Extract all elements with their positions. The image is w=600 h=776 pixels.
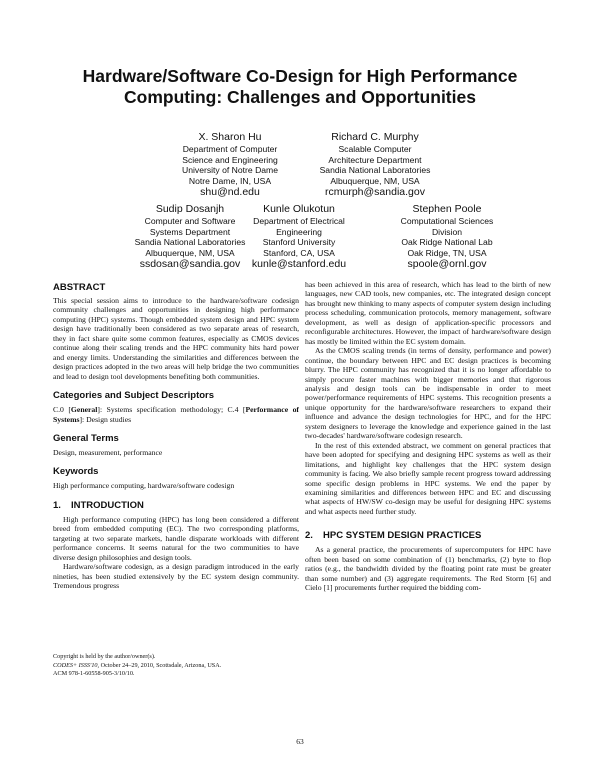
- author-email: kunle@stanford.edu: [251, 258, 347, 271]
- author-affiliation-line: Science and Engineering: [182, 154, 278, 165]
- author-affiliation-line: Sandia National Laboratories: [319, 165, 431, 176]
- category-bold: General: [70, 405, 98, 415]
- author-affiliation-line: University of Notre Dame: [182, 165, 278, 176]
- copyright-footnote: [53, 653, 299, 679]
- author-name: X. Sharon Hu: [198, 131, 262, 143]
- author-name: Richard C. Murphy: [331, 131, 419, 143]
- general-terms-text: Design, measurement, performance: [53, 447, 163, 457]
- footnote-line: [53, 662, 299, 671]
- body-paragraph: has been achieved in this area of research, which has lead to the birth of new languages, new CAD tools, new companies, etc. The integrated design concept has brought new thinking to many aspects of computer system design including process scheduling, communication protocols, memory management, software development, as well as design of application-specific processors and reconfigurable architectures. However, the impact of hardware/software design has mostly be limited within the EC system domain.: [305, 280, 551, 346]
- author-block-olukotun: [234, 202, 364, 271]
- keywords-heading: Keywords: [53, 466, 99, 478]
- conference-details: October 24–29, 2010, Scottsdale, Arizona, USA.: [99, 661, 222, 669]
- title-line-2: Computing: Challenges and Opportunities: [124, 87, 476, 107]
- categories-text: [53, 405, 299, 424]
- author-affiliation-line: Albuquerque, NM, USA: [330, 175, 420, 186]
- author-affiliation-line: Stanford University: [262, 237, 336, 248]
- author-name: Sudip Dosanjh: [155, 203, 225, 215]
- author-email: spoole@ornl.gov: [407, 258, 487, 271]
- author-block-hu: [160, 130, 300, 199]
- author-block-murphy: [300, 130, 450, 199]
- author-affiliation-line: Scalable Computer: [338, 144, 412, 154]
- keywords-text: High performance computing, hardware/software codesign: [53, 481, 235, 491]
- conference-name: CODES+ ISSS'10,: [53, 661, 100, 669]
- author-affiliation-line: Oak Ridge, TN, USA: [407, 247, 487, 258]
- footnote-line: ACM 978-1-60558-905-3/10/10.: [53, 670, 135, 678]
- category-code: C.0 [: [53, 405, 71, 415]
- body-paragraph: As the CMOS scaling trends (in terms of density, performance and power) continue, the boundary between HPC and EC design practices is becoming blurry. The HPC community has recognized that it is no longer affordable to simply procure faster machines with bigger memories and that rigorous analysis and design tools can be indispensable in order to meet power/performance requirements of HPC systems. This recognition presents a unique opportunity for the hardware/software researchers to expand their influence and advance the design technologies for HPC, and for the HPC system designers to leverage the knowledge and experience gained in the last two-decades' hardware/software codesign research.: [305, 346, 551, 441]
- left-column: [53, 282, 299, 591]
- author-email: rcmurph@sandia.gov: [325, 186, 425, 199]
- author-block-poole: [372, 202, 522, 271]
- section-heading-hpc-design: [305, 530, 551, 542]
- author-affiliation-line: Oak Ridge National Lab: [401, 237, 493, 248]
- author-affiliation-line: Engineering: [276, 226, 322, 237]
- author-affiliation-line: Architecture Department: [328, 154, 422, 165]
- author-affiliation-line: Systems Department: [149, 226, 231, 237]
- section-number: 1.: [53, 499, 61, 511]
- section-number: 2.: [305, 530, 313, 542]
- author-name: Stephen Poole: [412, 203, 482, 215]
- title-line-1: Hardware/Software Co-Design for High Performance: [82, 66, 518, 86]
- abstract-text: This special session aims to introduce to the hardware/software codesign community challenges and opportunities in designing high performance computing (HPC) systems. Though embedded system design and HPC system design have traditionally been considered as two separate areas of research, they in fact share quite some common features, especially as CMOS devices continue along their scaling trends and the HPC community hits hard power and energy limits. Understanding the similarities and differences between the design practices adopted in the two areas will help bridge the two communities and lead to design tool developments benefiting both communities.: [53, 296, 299, 381]
- section-title: HPC SYSTEM DESIGN PRACTICES: [323, 530, 482, 542]
- categories-heading: Categories and Subject Descriptors: [53, 390, 215, 402]
- author-affiliation-line: Albuquerque, NM, USA: [145, 247, 235, 258]
- section-heading-introduction: [53, 500, 299, 512]
- author-affiliation-line: Computational Sciences: [400, 216, 494, 226]
- right-column: [305, 280, 551, 593]
- author-affiliation-line: Division: [431, 226, 463, 237]
- author-affiliation-line: Computer and Software: [144, 216, 236, 226]
- paper-title: [40, 66, 560, 108]
- author-affiliation-line: Sandia National Laboratories: [134, 237, 246, 248]
- category-desc: ]: Design studies: [79, 414, 132, 424]
- author-affiliation-line: Stanford, CA, USA: [263, 247, 335, 258]
- category-desc: ]: Systems specification methodology; C.4 [: [97, 405, 246, 415]
- category-bold: Performance of Systems: [53, 405, 299, 424]
- body-paragraph: As a general practice, the procurements of supercomputers for HPC have often been based on some combination of (1) benchmarks, (2) byte to flop ratios (e.g., the bandwidth divided by the floating point rate must be greater than some number) and (3) aggregate requirements. The Red Storm [6] and Cielo [1] procurements further required the bidding com-: [305, 545, 551, 593]
- author-affiliation-line: Department of Computer: [182, 144, 278, 154]
- abstract-heading: ABSTRACT: [53, 282, 106, 293]
- author-email: ssdosan@sandia.gov: [139, 258, 241, 271]
- general-terms-heading: General Terms: [53, 432, 119, 444]
- intro-paragraph: High performance computing (HPC) has long been considered a different breed from embedded computing (EC). The two corresponding platforms, targeting at two separate markets, handle disparate workloads with different performance concerns. It seems natural for the two communities to have diverse design philosophies and design tools.: [53, 514, 299, 562]
- body-paragraph: In the rest of this extended abstract, we comment on general practices that have been adopted for specifying and designing HPC systems as well as their limitations, and highlight key challenges that the HPC system design community is facing. We also briefly sample recent progress toward addressing some specific design problems in HPC systems. We end the paper by examining similarities and differences between HPC and EC and discussing what aspects of HW/SW co-design may be useful for designing HPC systems and what aspects need further study.: [305, 440, 551, 516]
- intro-paragraph: Hardware/software codesign, as a design paradigm introduced in the early nineties, has been studied extensively by the EC system design community. Tremendous progress: [53, 562, 299, 591]
- footnote-line: Copyright is held by the author/owner(s).: [53, 653, 156, 660]
- author-email: shu@nd.edu: [200, 186, 260, 199]
- author-affiliation-line: Department of Electrical: [253, 216, 345, 226]
- section-title: INTRODUCTION: [71, 499, 144, 511]
- page-number: 63: [296, 737, 304, 746]
- author-affiliation-line: Notre Dame, IN, USA: [188, 175, 272, 186]
- author-name: Kunle Olukotun: [263, 203, 335, 215]
